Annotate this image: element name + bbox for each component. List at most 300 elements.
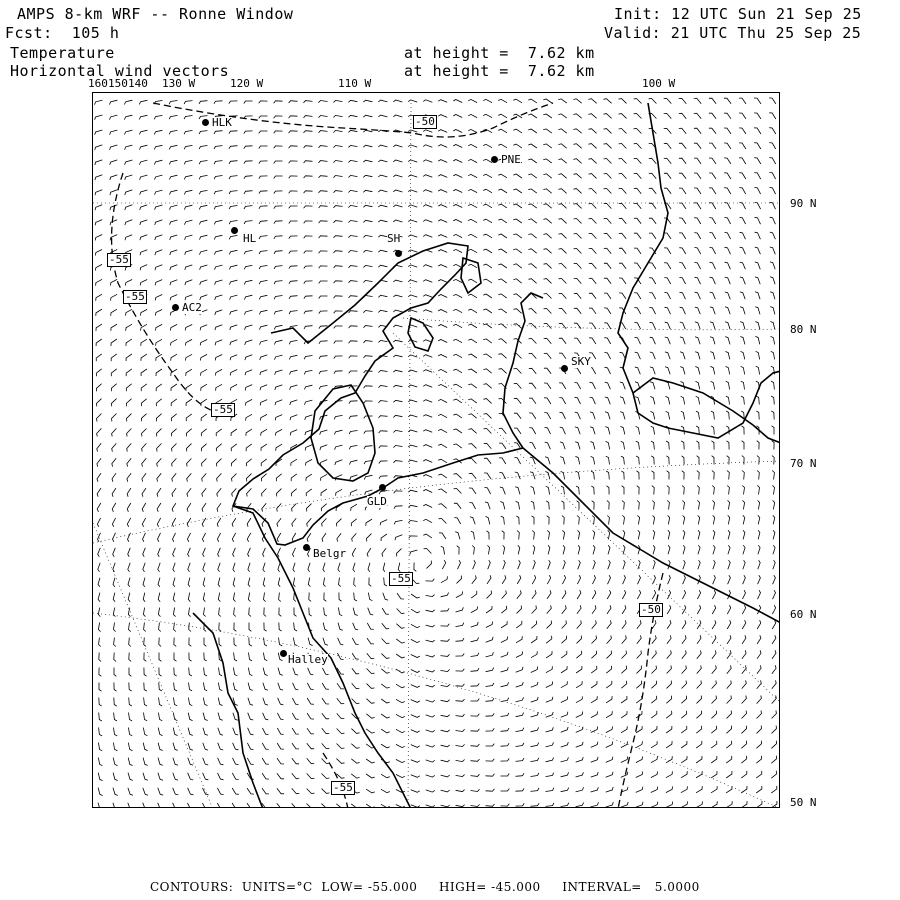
wind-barb	[698, 560, 700, 569]
wind-barb	[453, 130, 462, 133]
wind-barb	[110, 190, 117, 195]
wind-barb	[262, 773, 269, 779]
wind-barb	[366, 759, 375, 763]
wind-barb	[591, 787, 599, 792]
wind-barb	[590, 382, 596, 389]
wind-barb	[127, 488, 131, 497]
wind-barb	[348, 130, 357, 132]
wind-barb	[423, 460, 432, 463]
wind-barb	[113, 533, 116, 542]
wind-barb	[623, 575, 626, 584]
wind-barb	[125, 130, 133, 135]
wind-barb	[576, 772, 584, 777]
wind-barb	[337, 713, 345, 718]
wind-barb	[426, 805, 435, 807]
wind-barb	[200, 354, 207, 360]
wind-barb	[605, 397, 611, 404]
wind-barb	[185, 280, 192, 285]
wind-barb	[696, 771, 702, 778]
wind-barb	[379, 491, 387, 495]
wind-barb	[441, 715, 450, 717]
wind-barb	[454, 503, 461, 509]
wind-barb	[621, 471, 624, 480]
wind-barb	[396, 684, 405, 688]
wind-barb	[98, 548, 101, 557]
wind-barb	[217, 459, 222, 467]
wind-barb	[423, 430, 432, 433]
wind-barb	[754, 113, 761, 119]
wind-barb	[666, 726, 672, 733]
wind-barb	[518, 560, 521, 569]
wind-barb	[471, 714, 480, 716]
wind-barb	[498, 279, 507, 283]
wind-barb	[426, 685, 435, 687]
wind-barb	[334, 266, 343, 268]
wind-barb	[378, 175, 387, 177]
wind-barb	[129, 653, 131, 662]
wind-barb	[592, 605, 596, 614]
wind-barb	[318, 101, 327, 103]
wind-barb	[543, 174, 551, 178]
wind-barb	[636, 696, 642, 703]
wind-barb	[620, 382, 626, 389]
wind-barb	[499, 428, 506, 433]
wind-barb	[453, 279, 462, 282]
wind-barb	[726, 411, 729, 420]
wind-barb	[573, 144, 581, 149]
wind-barb	[605, 367, 611, 374]
wind-barb	[606, 696, 612, 703]
wind-barb	[230, 325, 238, 330]
wind-barb	[769, 128, 776, 134]
wind-barb	[307, 758, 315, 763]
wind-barb	[158, 773, 163, 781]
wind-barb	[396, 774, 405, 777]
wind-barb	[619, 203, 627, 208]
wind-barb	[682, 650, 686, 658]
wind-barb	[543, 234, 551, 239]
wind-barb	[592, 590, 596, 599]
wind-barb	[621, 757, 628, 763]
wind-barb	[185, 265, 193, 270]
wind-barb	[244, 295, 252, 299]
wind-barb	[666, 756, 672, 763]
wind-barb	[217, 488, 221, 496]
wind-barb	[112, 473, 116, 482]
wind-barb	[333, 100, 342, 102]
wind-barb	[621, 726, 627, 733]
wind-barb	[113, 743, 117, 751]
wind-barb	[366, 699, 374, 704]
wind-barb	[438, 399, 447, 402]
wind-barb	[711, 756, 717, 763]
wind-barb	[772, 711, 777, 719]
wind-barb	[378, 371, 387, 373]
wind-barb	[139, 100, 147, 104]
contour-label: -50	[415, 115, 435, 128]
wind-barb	[740, 277, 746, 284]
wind-barb	[382, 623, 389, 629]
wind-barb	[709, 173, 716, 179]
wind-barb	[561, 727, 568, 732]
wind-barb	[304, 116, 313, 118]
wind-barb	[143, 743, 147, 751]
wind-barb	[682, 620, 686, 629]
wind-barb	[438, 474, 447, 478]
wind-barb	[516, 697, 524, 702]
wind-barb	[543, 99, 552, 103]
wind-barb	[593, 575, 596, 584]
wind-barb	[154, 160, 162, 164]
wind-barb	[378, 265, 387, 267]
wind-barb	[666, 411, 670, 419]
wind-barb	[727, 681, 732, 689]
wind-barb	[634, 99, 642, 104]
wind-barb	[604, 203, 612, 208]
wind-barb	[277, 713, 283, 720]
wind-barb	[393, 190, 402, 192]
wind-barb	[111, 309, 117, 316]
wind-barb	[304, 281, 313, 284]
wind-barb	[382, 639, 390, 644]
wind-barb	[353, 623, 359, 630]
wind-barb	[381, 729, 390, 733]
station-marker	[303, 544, 310, 551]
wind-barb	[561, 501, 564, 510]
wind-barb	[755, 322, 760, 330]
wind-barb	[262, 758, 269, 764]
wind-barb	[290, 400, 298, 405]
wind-barb	[426, 640, 435, 642]
wind-barb	[349, 401, 358, 404]
wind-barb	[513, 99, 522, 103]
wind-barb	[110, 160, 118, 165]
wind-barb	[349, 416, 358, 419]
wind-barb	[501, 698, 509, 702]
wind-barb	[620, 352, 626, 359]
wind-barb	[184, 160, 192, 164]
wind-barb	[322, 533, 326, 542]
wind-barb	[202, 518, 206, 527]
wind-barb	[769, 143, 775, 149]
wind-barb	[771, 381, 774, 389]
wind-barb	[606, 456, 610, 464]
wind-barb	[529, 279, 537, 284]
wind-barb	[218, 743, 224, 750]
wind-barb	[546, 697, 553, 703]
wind-barb	[158, 578, 160, 587]
wind-barb	[623, 530, 625, 539]
wind-barb	[543, 219, 551, 224]
wind-barb	[608, 560, 611, 569]
wind-barb	[218, 683, 222, 691]
wind-barb	[726, 396, 730, 404]
wind-barb	[650, 367, 655, 374]
wind-barb	[411, 700, 420, 703]
wind-barb	[381, 684, 390, 688]
wind-barb	[561, 712, 568, 718]
wind-barb	[110, 145, 118, 150]
wind-barb	[773, 590, 776, 599]
wind-barb	[95, 160, 103, 165]
wind-barb	[352, 533, 357, 541]
wind-barb	[113, 803, 118, 808]
wind-barb	[468, 354, 477, 358]
wind-barb	[349, 251, 358, 253]
wind-barb	[664, 263, 671, 269]
wind-barb	[337, 519, 342, 527]
wind-barb	[173, 578, 175, 587]
wind-barb	[530, 472, 535, 480]
wind-barb	[559, 293, 567, 298]
wind-barb	[262, 788, 269, 794]
wind-barb	[679, 128, 686, 133]
wind-barb	[333, 130, 342, 132]
wind-barb	[649, 158, 657, 163]
wind-barb	[515, 472, 521, 479]
wind-barb	[680, 337, 685, 344]
wind-barb	[169, 115, 177, 119]
wind-barb	[513, 174, 522, 178]
wind-barb	[773, 530, 775, 539]
wind-barb	[501, 621, 507, 628]
wind-barb	[349, 296, 358, 298]
wind-barb	[426, 790, 435, 792]
wind-barb	[543, 129, 552, 133]
wind-barb	[348, 221, 357, 223]
wind-barb	[725, 352, 729, 360]
wind-barb	[248, 713, 254, 720]
wind-barb	[588, 99, 596, 104]
wind-barb	[188, 773, 194, 780]
wind-barb	[244, 206, 253, 209]
wind-barb	[394, 520, 402, 524]
wind-barb	[126, 384, 131, 391]
wind-barb	[468, 324, 477, 328]
wind-barb	[771, 771, 776, 778]
wind-barb	[498, 339, 506, 344]
wind-barb	[544, 323, 552, 328]
wind-barb	[96, 384, 101, 392]
wind-barb	[516, 516, 519, 525]
wind-barb	[158, 593, 160, 602]
wind-barb	[621, 802, 629, 807]
wind-barb	[573, 129, 581, 133]
wind-barb	[668, 530, 670, 539]
wind-barb	[393, 175, 402, 177]
wind-barb	[634, 218, 641, 224]
wind-barb	[128, 533, 131, 542]
wind-barb	[110, 130, 118, 135]
wind-barb	[439, 533, 446, 539]
wind-barb	[249, 608, 251, 617]
wind-barb	[712, 665, 717, 673]
wind-barb	[651, 411, 655, 419]
wind-barb	[275, 415, 282, 421]
wind-barb	[441, 730, 450, 732]
wind-barb	[560, 412, 566, 419]
station-marker	[172, 304, 179, 311]
wind-barb	[725, 292, 731, 299]
wind-barb	[319, 161, 328, 163]
wind-barb	[334, 206, 343, 208]
wind-barb	[337, 729, 345, 734]
wind-barb	[263, 668, 268, 676]
wind-barb	[458, 560, 461, 569]
wind-barb	[471, 668, 480, 671]
wind-barb	[770, 277, 775, 285]
wind-barb	[289, 176, 298, 178]
wind-barb	[457, 576, 462, 584]
wind-barb	[483, 219, 492, 223]
wind-barb	[411, 790, 420, 793]
wind-barb	[438, 504, 446, 509]
wind-barb	[637, 620, 641, 629]
wind-barb	[606, 787, 614, 792]
wind-barb	[604, 129, 612, 134]
wind-barb	[172, 503, 176, 512]
wind-barb	[155, 235, 163, 240]
wind-barb	[471, 729, 480, 731]
wind-barb	[350, 490, 357, 496]
wind-barb	[516, 501, 520, 509]
wind-barb	[666, 771, 673, 777]
wind-barb	[170, 235, 178, 240]
wind-barb	[233, 563, 235, 572]
wind-barb	[484, 414, 492, 419]
wind-barb	[453, 145, 462, 148]
wind-barb	[200, 295, 208, 300]
wind-barb	[128, 803, 133, 808]
wind-barb	[456, 654, 465, 657]
wind-barb	[649, 278, 656, 284]
wind-barb	[665, 367, 670, 375]
wind-barb	[695, 307, 701, 314]
wind-barb	[408, 445, 417, 447]
wind-barb	[711, 411, 714, 419]
wind-barb	[126, 354, 132, 361]
wind-barb	[259, 280, 267, 284]
wind-barb	[634, 114, 642, 119]
wind-barb	[739, 98, 746, 104]
wind-barb	[710, 322, 715, 330]
wind-barb	[351, 804, 360, 808]
wind-barb	[214, 161, 222, 164]
wind-barb	[756, 771, 762, 778]
wind-barb	[529, 383, 536, 389]
station-label-sky: SKY	[571, 355, 591, 368]
wind-barb	[620, 412, 625, 420]
coastline-small-island-1	[408, 318, 433, 351]
wind-barb	[278, 578, 280, 587]
wind-barb	[244, 191, 253, 194]
wind-barb	[548, 545, 550, 554]
wind-barb	[99, 638, 101, 647]
wind-barb	[651, 711, 657, 718]
wind-barb	[468, 414, 476, 418]
wind-barb	[263, 713, 269, 720]
wind-barb	[99, 728, 103, 736]
wind-barb	[379, 461, 388, 464]
wind-barb	[260, 400, 267, 406]
wind-barb	[664, 143, 671, 148]
wind-barb	[546, 742, 554, 747]
wind-barb	[363, 250, 372, 252]
wind-barb	[756, 396, 759, 405]
wind-barb	[697, 471, 699, 480]
wind-barb	[363, 205, 372, 207]
wind-barb	[604, 308, 611, 314]
wind-barb	[393, 295, 402, 297]
wind-barb	[264, 638, 267, 647]
wind-barb	[127, 503, 131, 512]
wind-barb	[200, 235, 208, 239]
wind-barb	[214, 101, 223, 104]
wind-barb	[559, 249, 567, 254]
wind-barb	[244, 131, 253, 134]
contour-label: -55	[213, 403, 233, 416]
wind-barb	[379, 386, 388, 388]
wind-barb	[698, 545, 700, 554]
wind-barb	[408, 355, 417, 357]
wind-barb	[773, 575, 776, 584]
wind-barb	[756, 801, 762, 808]
wind-barb	[275, 370, 283, 375]
wind-barb	[185, 325, 192, 331]
wind-barb	[368, 608, 374, 615]
wind-barb	[438, 369, 447, 372]
wind-barb	[453, 205, 462, 208]
wind-barb	[470, 517, 475, 525]
wind-barb	[289, 221, 298, 224]
wind-barb	[501, 516, 505, 524]
wind-barb	[619, 218, 626, 223]
wind-barb	[350, 460, 358, 464]
wind-barb	[604, 263, 611, 269]
wind-barb	[129, 638, 131, 647]
wind-barb	[740, 307, 745, 315]
wind-barb	[741, 381, 745, 389]
wind-barb	[426, 775, 435, 777]
wind-barb	[545, 457, 550, 465]
wind-barb	[709, 203, 716, 209]
wind-barb	[667, 650, 672, 658]
wind-barb	[606, 441, 610, 449]
wind-barb	[203, 698, 207, 706]
wind-barb	[423, 400, 432, 403]
wind-barb	[393, 160, 402, 162]
wind-barb	[159, 683, 162, 692]
wind-barb	[652, 501, 654, 510]
wind-barb	[742, 680, 747, 688]
contour-label: -55	[333, 781, 353, 794]
wind-barb	[338, 623, 343, 631]
wind-barb	[348, 100, 357, 102]
wind-barb	[468, 99, 477, 102]
wind-barb	[199, 101, 208, 104]
wind-barb	[248, 548, 251, 557]
wind-barb	[110, 220, 117, 226]
wind-barb	[128, 593, 130, 602]
wind-barb	[186, 429, 191, 437]
wind-barb	[561, 742, 569, 747]
wind-barb	[636, 772, 643, 778]
wind-barb	[202, 503, 206, 512]
wind-barb	[141, 414, 146, 422]
wind-barb	[667, 501, 669, 510]
wind-barb	[710, 352, 715, 360]
wind-barb	[98, 788, 103, 796]
